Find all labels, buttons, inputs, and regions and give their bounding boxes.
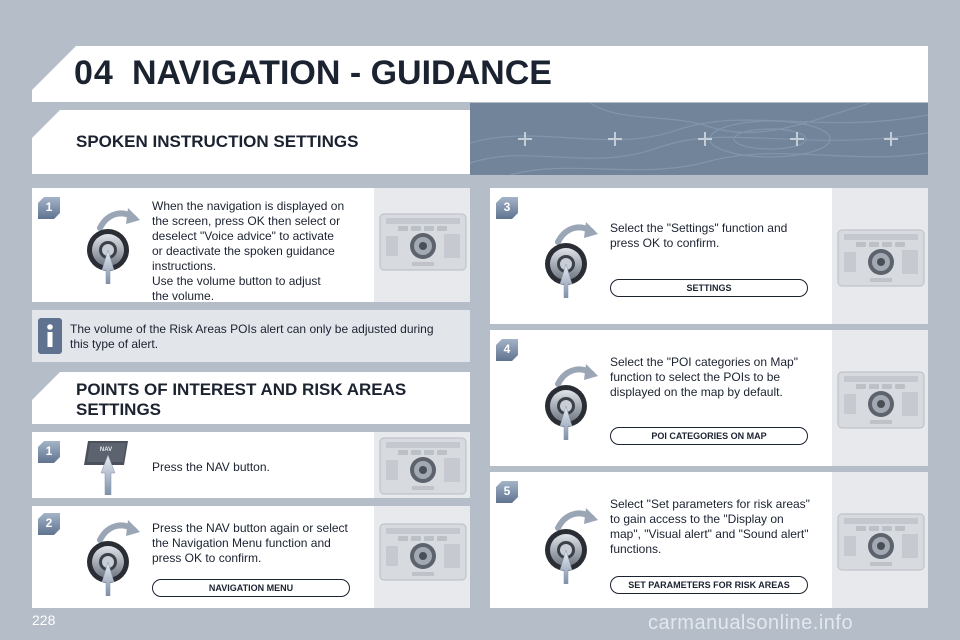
step-number: 3 (503, 200, 511, 214)
step-number: 5 (503, 484, 511, 498)
step-badge (496, 339, 518, 361)
radio-unit-icon (836, 226, 926, 290)
text-line: or deactivate the spoken guidance (152, 244, 335, 258)
page-number: 228 (32, 612, 56, 628)
step-text (610, 355, 798, 400)
rotary-knob-icon (540, 218, 600, 298)
radio-unit-icon (378, 434, 468, 498)
text-line: the Navigation Menu function and (152, 536, 331, 550)
text-line: When the navigation is displayed on (152, 199, 345, 213)
text-line: Select "Set parameters for risk areas" (610, 497, 810, 511)
step-number: 2 (45, 516, 53, 530)
radio-unit-icon (836, 368, 926, 432)
nav-button-icon (84, 437, 132, 495)
text-line: The volume of the Risk Areas POIs alert can only be adjusted during (70, 322, 434, 336)
text-line: this type of alert. (70, 337, 159, 351)
section-title-line: SETTINGS (76, 400, 162, 419)
menu-label-pill: SETTINGS (610, 279, 808, 297)
step-number: 1 (45, 200, 53, 214)
chapter-number: 04 (74, 54, 114, 92)
text-line: Press the NAV button. (152, 460, 270, 474)
step-number: 1 (45, 444, 53, 458)
section-title-poi (76, 380, 406, 420)
step-badge (38, 441, 60, 463)
text-line: press OK to confirm. (152, 551, 262, 565)
section-title-spoken: SPOKEN INSTRUCTION SETTINGS (76, 132, 359, 151)
info-icon (36, 316, 64, 356)
rotary-knob-icon (82, 516, 142, 596)
rotary-knob-icon (540, 360, 600, 440)
rotary-knob-icon (540, 504, 600, 584)
text-line: functions. (610, 542, 662, 556)
step-text (152, 521, 348, 566)
text-line: the screen, press OK then select or (152, 214, 341, 228)
text-line: Select the "Settings" function and (610, 221, 788, 235)
text-line: press OK to confirm. (610, 236, 720, 250)
text-line: deselect "Voice advice" to activate (152, 229, 334, 243)
info-text (70, 322, 434, 352)
text-line: Select the "POI categories on Map" (610, 355, 798, 369)
decorative-map-band (470, 103, 928, 175)
step-text (152, 460, 270, 475)
section-title-line: POINTS OF INTEREST AND RISK AREAS (76, 380, 407, 399)
step-badge (496, 197, 518, 219)
text-line: instructions. (152, 259, 217, 273)
text-line: Use the volume button to adjust (152, 274, 321, 288)
text-line: displayed on the map by default. (610, 385, 783, 399)
step-badge (38, 513, 60, 535)
step-badge (496, 481, 518, 503)
watermark: carmanualsonline.info (648, 612, 854, 634)
radio-unit-icon (836, 510, 926, 574)
radio-unit-icon (378, 210, 468, 274)
text-line: the volume. (152, 289, 215, 303)
menu-label-pill: POI CATEGORIES ON MAP (610, 427, 808, 445)
menu-label-pill: NAVIGATION MENU (152, 579, 350, 597)
radio-unit-icon (378, 520, 468, 584)
step-text (610, 221, 787, 251)
text-line: map", "Visual alert" and "Sound alert" (610, 527, 809, 541)
text-line: Press the NAV button again or select (152, 521, 348, 535)
text-line: function to select the POIs to be (610, 370, 781, 384)
step-badge (38, 197, 60, 219)
step-text (610, 497, 810, 557)
step-number: 4 (503, 342, 511, 356)
topographic-lines-icon (470, 103, 928, 175)
menu-label-pill: SET PARAMETERS FOR RISK AREAS (610, 576, 808, 594)
step-text (152, 199, 344, 304)
text-line: to gain access to the "Display on (610, 512, 784, 526)
page-title: NAVIGATION - GUIDANCE (132, 54, 552, 92)
nav-button-label: NAV (99, 447, 113, 453)
rotary-knob-icon (82, 204, 142, 284)
